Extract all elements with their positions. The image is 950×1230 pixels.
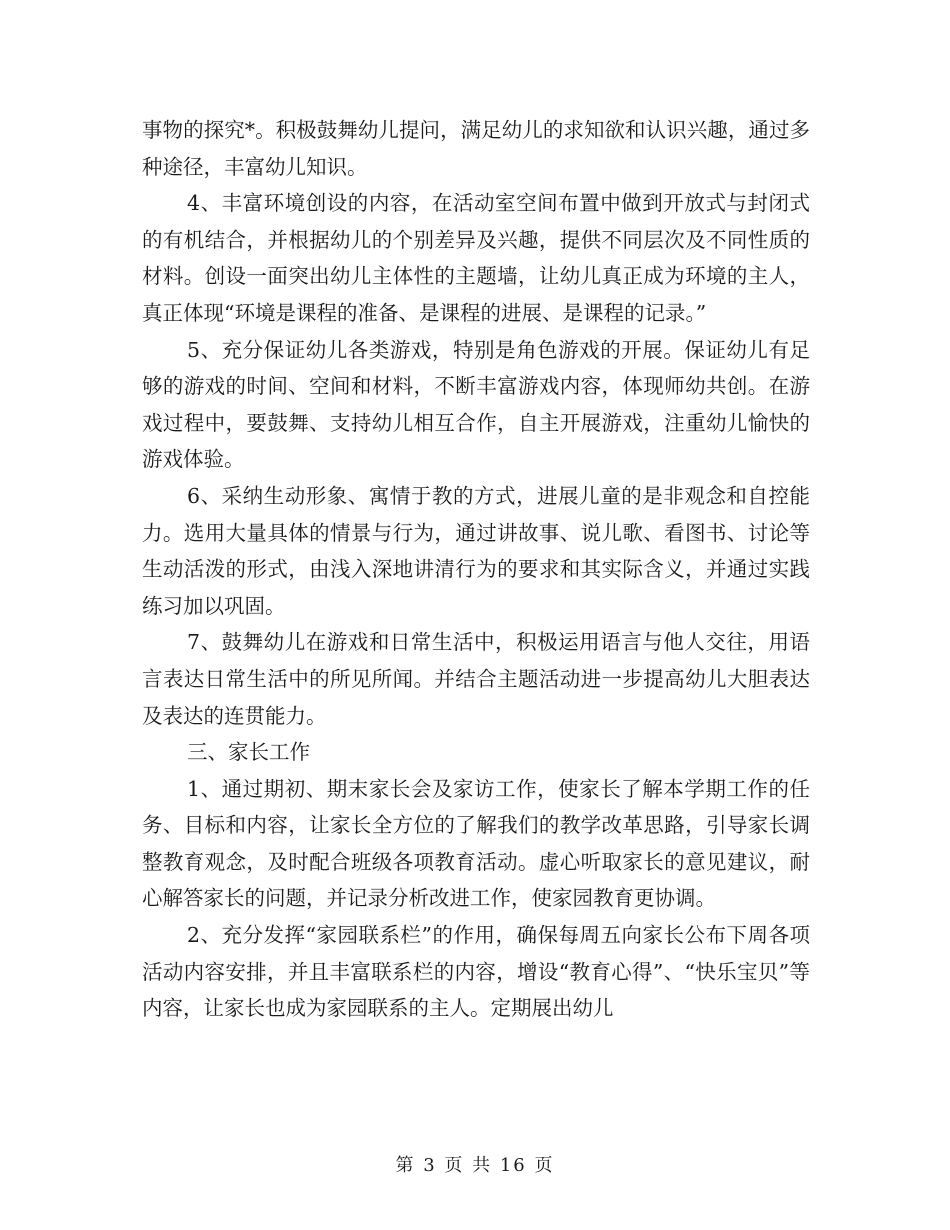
paragraph-item-6: 6、采纳生动形象、寓情于教的方式，进展儿童的是非观念和自控能力。选用大量具体的情景与行为，通过讲故事、说儿歌、看图书、讨论等生动活泼的形式，由浅入深地讲清行为的要求和其实际含义，并通过实践练习加以巩固。 — [142, 483, 810, 618]
document-body — [142, 112, 810, 1027]
paragraph-item-7: 7、鼓舞幼儿在游戏和日常生活中，积极运用语言与他人交往，用语言表达日常生活中的所见所闻。并结合主题活动进一步提高幼儿大胆表达及表达的连贯能力。 — [142, 630, 810, 728]
section-paragraph-2: 2、充分发挥“家园联系栏”的作用，确保每周五向家长公布下周各项活动内容安排，并且丰富联系栏的内容，增设“教育心得”、“快乐宝贝”等内容，让家长也成为家园联系的主人。定期展出幼儿 — [142, 923, 810, 1021]
section-paragraph-1: 1、通过期初、期末家长会及家访工作，使家长了解本学期工作的任务、目标和内容，让家长全方位的了解我们的教学改革思路，引导家长调整教育观念，及时配合班级各项教育活动。虚心听取家长的意见建议，耐心解答家长的问题，并记录分析改进工作，使家园教育更协调。 — [142, 776, 810, 911]
section-heading: 三、家长工作 — [187, 740, 310, 765]
paragraph-item-5: 5、充分保证幼儿各类游戏，特别是角色游戏的开展。保证幼儿有足够的游戏的时间、空间和材料，不断丰富游戏内容，体现师幼共创。在游戏过程中，要鼓舞、支持幼儿相互合作，自主开展游戏，注重幼儿愉快的游戏体验。 — [142, 337, 810, 472]
page-number-footer: 第 3 页 共 16 页 — [395, 1155, 555, 1176]
paragraph-item-4: 4、丰富环境创设的内容，在活动室空间布置中做到开放式与封闭式的有机结合，并根据幼儿的个别差异及兴趣，提供不同层次及不同性质的材料。创设一面突出幼儿主体性的主题墙，让幼儿真正成为环境的主人，真正体现“环境是课程的准备、是课程的进展、是课程的记录。” — [142, 191, 810, 325]
paragraph-continued: 事物的探究*。积极鼓舞幼儿提问，满足幼儿的求知欲和认识兴趣，通过多种途径，丰富幼儿知识。 — [142, 118, 810, 179]
